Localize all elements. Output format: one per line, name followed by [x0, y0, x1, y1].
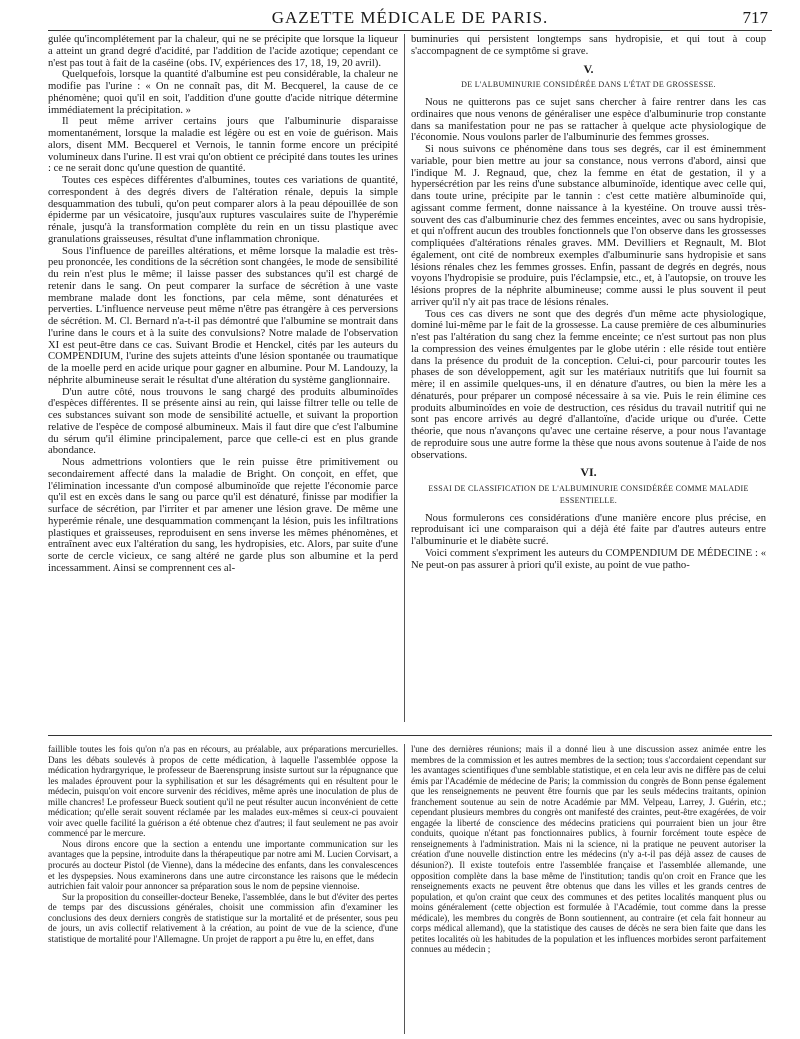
section-heading: DE L'ALBUMINURIE CONSIDÉRÉE DANS L'ÉTAT DE GROSSESSE. [461, 80, 716, 90]
column-divider [404, 744, 405, 1034]
top-left-column [48, 34, 398, 722]
bottom-left-column [48, 744, 398, 1034]
paragraph: Sous l'influence de pareilles altérations, et même lorsque la maladie est très-peu prononcée, les conditions de la sécrétion sont changées, le mode de sensibilité du rein n'est plus le même; il laisse passer des substances qu'il est chargé de retenir dans le sang. On peut comparer la surface de sécrétion à une vaste membrane malade dont les fonctions, par cela même, sont dénaturées et perverties. L'influence nerveuse peut même n'être pas étrangère à ces perversions de sécrétion. M. Cl. Bernard n'a-t-il pas démontré que l'albumine se montrait dans l'urine dans le cours et à la suite des convulsions? Notre malade de l'observation XI est peut-être dans ce cas. Suivant Brodie et Henckel, cités par les auteurs du COMPENDIUM, l'urine des sujets atteints d'une lésion spontanée ou traumatique de la moelle perd en acide urique pour gagner en albumine. Pour M. Landouzy, la néphrite albumineuse serait le résultat d'une altération du système ganglionnaire. [48, 245, 398, 386]
paragraph: Il peut même arriver certains jours que l'albuminurie disparaisse momentanément, lorsque la maladie est légère ou est en voie de guérison. Mais alors, disent MM. Becquerel et Vernois, le tannin forme encore un précipité volumineux dans l'urine. Il est vrai qu'on obtient ce précipité dans toutes les urines : ce ne serait donc qu'une question de quantité. [48, 116, 398, 175]
paragraph: D'un autre côté, nous trouvons le sang chargé des produits albuminoïdes d'espèces différentes. Il se présente ainsi au rein, qui laisse filtrer telle ou telle de ces substances suivant son mode de sensibilité actuelle, et suivant la proportion relative de l'espèce de composé albumineux. Mais il faut dire que c'est l'albumine du sérum qu'il élimine principalement, parce que celle-ci est en plus grande abondance. [48, 386, 398, 457]
section-divider [48, 735, 772, 736]
paragraph: Nous dirons encore que la section a entendu une importante communication sur les avantages que la pepsine, introduite dans la thérapeutique par notre ami M. Lucien Corvisart, a procurés au docteur Pistol (de Vienne), dans la médecine des enfants, dans les convalescences et les dyspepsies. Nous examinerons dans une autre circonstance les raisons que le médecin autrichien fait valoir pour annoncer sa préparation sous le nom de pepsine viennoise. [48, 838, 398, 892]
paragraph: Tous ces cas divers ne sont que des degrés d'un même acte physiologique, dominé lui-même par le fait de la grossesse. La cause première de ces albuminuries n'est pas l'altération du sang chez la femme enceinte; ce n'est surtout pas non plus la compression des veines émulgentes par le globe utérin : elle réside tout entière dans la présence du produit de la conception. Celui-ci, pour parcourir toutes les phases de son développement, agit sur les matériaux nutritifs que lui fournit sa mère; il en assimile quelques-uns, il en dénature d'autres, ou bien la mère les a dénaturés, pour préparer un composé nécessaire à sa vie. Puis le rein élimine ces produits albuminoïdes en voie de destruction, ces résidus du travail nutritif qui ne sont pas encore arrivés au degré d'allantoïne, d'acide urique ou d'urée. Cette théorie, que nous n'avançons qu'avec une certaine réserve, a pour nous l'avantage de reproduire sous une autre forme la thèse que nous avons soutenue à l'aide de nos observations. [411, 308, 766, 461]
paragraph: Nous admettrions volontiers que le rein puisse être primitivement ou secondairement affecté dans la maladie de Bright. On conçoit, en effet, que l'élimination incessante d'un composé albuminoïde que rejette l'économie parce qu'il est en excès dans le sang ou parce qu'il est dénaturé, finisse par modifier la surface de sécrétion, par l'irriter et par amener une lésion grave. De même une hyperémie rénale, une desquammation commençant la lésion, puis les infiltrations plastiques et graisseuses, reproduisent en sens inverse les mêmes phénomènes, et entraînent avec eux l'altération du sang, les hydropisies, etc. Alors, par suite d'une sorte de cercle vicieux, ce sang altéré ne garde plus son albumine et la perd incessamment. Ainsi se comprennent ces al- [48, 457, 398, 574]
section-heading: ESSAI DE CLASSIFICATION DE L'ALBUMINURIE CONSIDÉRÉE COMME MALADIE ESSENTIELLE. [428, 484, 749, 505]
paragraph: Toutes ces espèces différentes d'albumines, toutes ces variations de quantité, correspondent à des degrés divers de l'altération rénale, depuis la simple desquammation des tubuli, qu'on peut comparer alors à la peau dépouillée de son épiderme par un vésicatoire, jusqu'aux ruptures vasculaires suite de l'hyperémie rénale, jusqu'à la transformation complète du rein en un tissu plastique avec granulations graisseuses, résultat d'une inflammation chronique. [48, 175, 398, 245]
paragraph: Nous formulerons ces considérations d'une manière encore plus précise, en reproduisant ici une comparaison qui a déjà été faite par d'autres auteurs entre l'albuminurie et le diabète sucré. [411, 512, 766, 547]
paragraph: gulée qu'incomplétement par la chaleur, qui ne se précipite que lorsque la liqueur a atteint un grand degré d'acidité, par l'addition de l'acide azotique; cependant ce n'est pas tout à fait de la caséine (obs. IV, expériences des 17, 18, 19, 20 avril). [48, 34, 398, 69]
paragraph: Sur la proposition du conseiller-docteur Beneke, l'assemblée, dans le but d'éviter des pertes de temps par des discussions générales, choisit une commission afin d'examiner les conclusions des deux derniers congrès de statistique sur la mortalité et de présenter, sous peu de jours, un avis collectif relativement à la création, au point de vue de la science, d'une statistique de mortalité pour l'Allemagne. Un projet de rapport a pu être lu, en effet, dans [48, 891, 398, 944]
bottom-right-column [411, 744, 766, 1034]
paragraph: Quelquefois, lorsque la quantité d'albumine est peu considérable, la chaleur ne modifie pas l'urine : « On ne connaît pas, dit M. Becquerel, la cause de ce phénomène; quoi qu'il en soit, l'addition d'une goutte d'acide nitrique détermine immédiatement la précipitation. » [48, 69, 398, 116]
paragraph: Nous ne quitterons pas ce sujet sans chercher à faire rentrer dans les cas ordinaires que nous venons de généraliser une espèce d'albuminurie trop constante dans sa manifestation pour ne pas se rattacher à quelque acte physiologique de l'économie. Nous voulons parler de l'albuminurie des femmes grosses. [411, 97, 766, 144]
page-header [48, 6, 772, 31]
section-number: V. [583, 61, 594, 76]
journal-title: GAZETTE MÉDICALE DE PARIS. [271, 8, 549, 27]
paragraph: Voici comment s'expriment les auteurs du COMPENDIUM DE MÉDECINE : « Ne peut-on pas assurer à priori qu'il existe, au point de vue patho- [411, 547, 766, 571]
top-right-column [411, 34, 766, 722]
section-number: VI. [580, 465, 597, 480]
paragraph: Si nous suivons ce phénomène dans tous ses degrés, car il est éminemment variable, pour bien mettre au jour sa constance, nous verrons d'abord, ainsi que l'indique M. J. Regnaud, que, chez la femme en état de gestation, il y a hypersécrétion par les reins d'une substance albuminoïde, identique avec celle qui, dans toute urine, précipite par le tannin : c'est cette matière albuminoïde qui, agissant comme ferment, donne naissance à la kyestéine. On trouve aussi très-souvent des cas d'albuminurie chez des femmes enceintes, avec ou sans hydropisie, et qui n'offrent aucun des troubles fonctionnels que l'on observe dans les grossesses compliquées d'altérations rénales graves. MM. Devilliers et Regnault, M. Blot également, ont cité de nombreux exemples d'albuminurie sans hydropisie et sans lésions rénales chez les femmes grosses. Enfin, passant de degrés en degrés, nous voyons l'hydropisie se produire, puis l'éclampsie, etc., et, à l'autopsie, on trouve les lésions propres de la néphrite albumineuse; comme aussi le plus souvent il peut arriver qu'il n'y ait pas trace de lésions rénales. [411, 144, 766, 308]
paragraph: faillible toutes les fois qu'on n'a pas en récours, au préalable, aux préparations mercurielles. Dans les débats soulevés à propos de cette médication, à laquelle l'assemblée oppose la médication hydrargyrique, le professeur de Baerensprung insiste surtout sur la répugnance que les malades éprouvent pour la syphilisation et sur les désagréments qui en résultent pour le médecin, puisqu'on voit encore survenir des récidives, même après une inoculation de plus de mille chancres! Le professeur Bueck soutient qu'il ne peut résulter aucun inconvénient de cette médication; qu'elle serait souvent réclamée par les malades eux-mêmes si ceux-ci pouvaient voir avec quelle facilité la guérison a été obtenue chez d'autres; il faut seulement ne pas avoir commencé par le mercure. [48, 744, 398, 839]
column-divider [404, 34, 405, 722]
page-number: 717 [742, 8, 768, 27]
paragraph: buminuries qui persistent longtemps sans hydropisie, et qui tout à coup s'accompagnent de ce symptôme si grave. [411, 34, 766, 57]
paragraph: l'une des dernières réunions; mais il a donné lieu à une discussion assez animée entre les membres de la commission et les autres membres de la section; tous s'accordaient cependant sur les avantages scientifiques d'une semblable statistique, et en cela leur avis ne diffère pas de celui émis par l'Académie de médecine de Paris; la commission du congrès de Bonn pense également que les renseignements ne peuvent être fournis que par les seuls médecins traitants, opinion franchement soutenue au sein de notre Académie par MM. Velpeau, Larrey, J. Guérin, etc.; cependant plusieurs membres du congrès ont manifesté des craintes, peut-être exagérées, de voir engagée la liberté de conscience des médecins praticiens qui pourraient bien un jour être conduits, quoique n'étant pas fonctionnaires publics, à fournir forcément toute espèce de renseignements à l'administration. Mais ni la science, ni la pratique ne peuvent autoriser la création d'une nouvelle distinction entre les médecins (n'y a-t-il pas déjà assez de causes de désunion?). Il existe toutefois entre l'assemblée française et l'assemblée allemande, une opposition complète dans la base même de l'institution; tandis qu'on croit en France que les renseignements exacts ne peuvent être obtenus que dans les villes et les grands centres de population, et qu'on craint que ceux des communes et des petites localités manquent plus ou moins généralement (cette objection est formulée à l'Académie, tout comme dans la presse médicale), les membres du congrès de Bonn soutiennent, au contraire (et cela fait honneur au corps médical allemand), que la statistique des causes de décès ne sera bien faite que dans les petites localités où les habitudes de la population et les influences morbides seront parfaitement connues au médecin ; [411, 744, 766, 955]
